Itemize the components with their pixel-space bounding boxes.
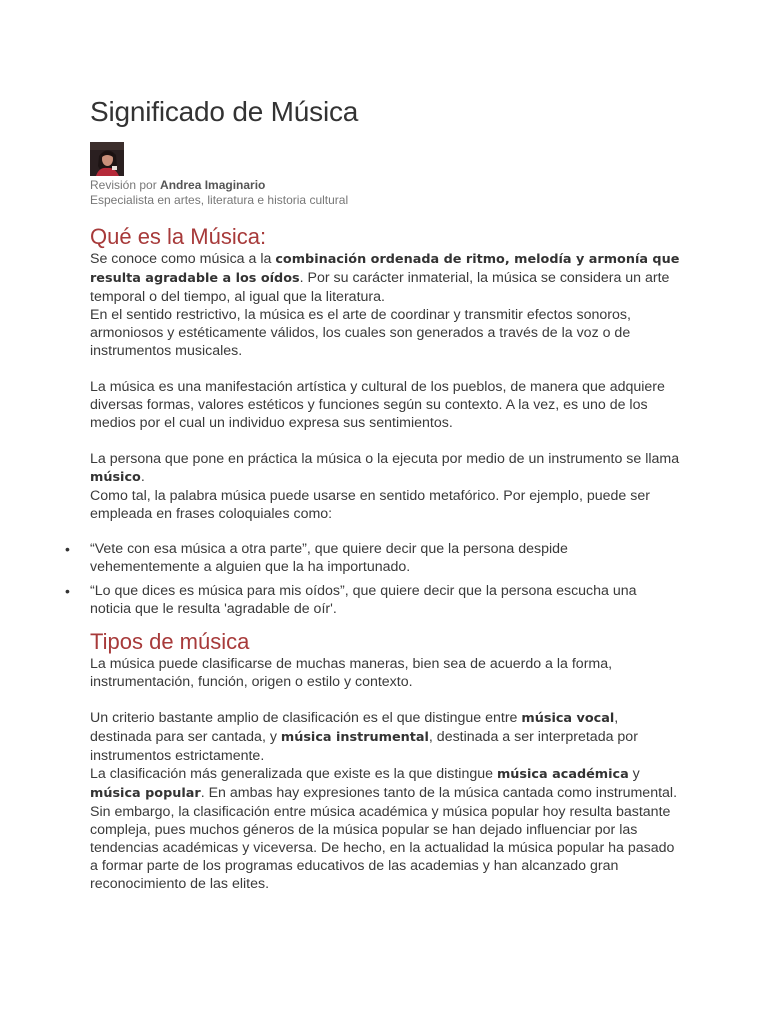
author-line bbox=[90, 178, 680, 193]
paragraph-definition bbox=[90, 250, 680, 306]
bullet-icon: • bbox=[65, 583, 70, 599]
bold-text: combinación ordenada de ritmo, melodía y armonía que resulta agradable a los oídos bbox=[90, 252, 680, 286]
paragraph-complex: Sin embargo, la clasificación entre música académica y música popular hoy resulta bastante compleja, pues muchos géneros de la música popular se han dejado influenciar por las tendencias académicas y viceversa. De hecho, en la actualidad la música popular ha pasado a formar parte de los programas educativos de las academias y han alcanzado gran reconocimiento de las elites. bbox=[90, 804, 675, 892]
text-run: Un criterio bastante amplio de clasificación es el que distingue entre bbox=[90, 710, 522, 726]
paragraph-musico bbox=[90, 450, 680, 487]
bold-text: música vocal bbox=[521, 711, 615, 726]
bold-text: música académica bbox=[496, 767, 629, 782]
section-heading-que-es: Qué es la Música: bbox=[90, 224, 267, 249]
bold-text: música popular bbox=[90, 786, 201, 801]
bullet-icon: • bbox=[65, 541, 70, 557]
author-prefix: Revisión por bbox=[90, 178, 161, 192]
avatar bbox=[90, 142, 124, 176]
paragraph-manifestation: La música es una manifestación artística y cultural de los pueblos, de manera que adquiere diversas formas, valores estéticos y funciones según su contexto. A la vez, es uno de los medios por el cual un individuo expresa sus sentimientos. bbox=[90, 379, 665, 431]
paragraph-academic-popular bbox=[90, 765, 680, 803]
page-title: Significado de Música bbox=[90, 96, 359, 127]
text-run: La persona que pone en práctica la música o la ejecuta por medio de un instrumento se llama bbox=[90, 451, 680, 467]
bold-text: música instrumental bbox=[280, 730, 429, 745]
list-item-text: “Vete con esa música a otra parte”, que quiere decir que la persona despide vehementemente a alguien que la ha importunado. bbox=[90, 541, 568, 575]
list-item-text: “Lo que dices es música para mis oídos”, que quiere decir que la persona escucha una noticia que le resulta 'agradable de oír'. bbox=[90, 583, 637, 617]
list-item bbox=[65, 582, 680, 618]
author-role: Especialista en artes, literatura e historia cultural bbox=[90, 193, 349, 207]
text-run: Se conoce como música a la bbox=[90, 251, 276, 267]
text-run: , destinada para ser cantada, y bbox=[90, 710, 619, 745]
paragraph-restrictive: En el sentido restrictivo, la música es el arte de coordinar y transmitir efectos sonoros, armoniosos y estéticamente válidos, los cuales son generados a través de la voz o de instrumentos musicales. bbox=[90, 307, 631, 359]
text-run: , destinada a ser interpretada por instrumentos estrictamente. bbox=[90, 729, 638, 764]
text-run: y bbox=[628, 766, 640, 782]
bold-text: músico bbox=[90, 470, 141, 485]
section-heading-tipos: Tipos de música bbox=[90, 629, 250, 654]
article bbox=[65, 92, 680, 893]
paragraph-vocal-instrumental bbox=[90, 709, 680, 765]
author-photo-icon bbox=[90, 142, 124, 176]
paragraph-metaphor: Como tal, la palabra música puede usarse en sentido metafórico. Por ejemplo, puede ser empleada en frases coloquiales como: bbox=[90, 488, 650, 522]
text-run: La clasificación más generalizada que existe es la que distingue bbox=[90, 766, 497, 782]
text-run: . En ambas hay expresiones tanto de la música cantada como instrumental. bbox=[200, 785, 678, 801]
paragraph-classification: La música puede clasificarse de muchas maneras, bien sea de acuerdo a la forma, instrumentación, función, origen o estilo y contexto. bbox=[90, 656, 613, 690]
phrases-list bbox=[66, 540, 680, 618]
author-name[interactable]: Andrea Imaginario bbox=[160, 178, 266, 192]
text-run: . bbox=[140, 469, 145, 485]
text-run: . Por su carácter inmaterial, la música se considera un arte temporal o del tiempo, al igual que la literatura. bbox=[90, 270, 670, 305]
list-item bbox=[65, 540, 680, 576]
